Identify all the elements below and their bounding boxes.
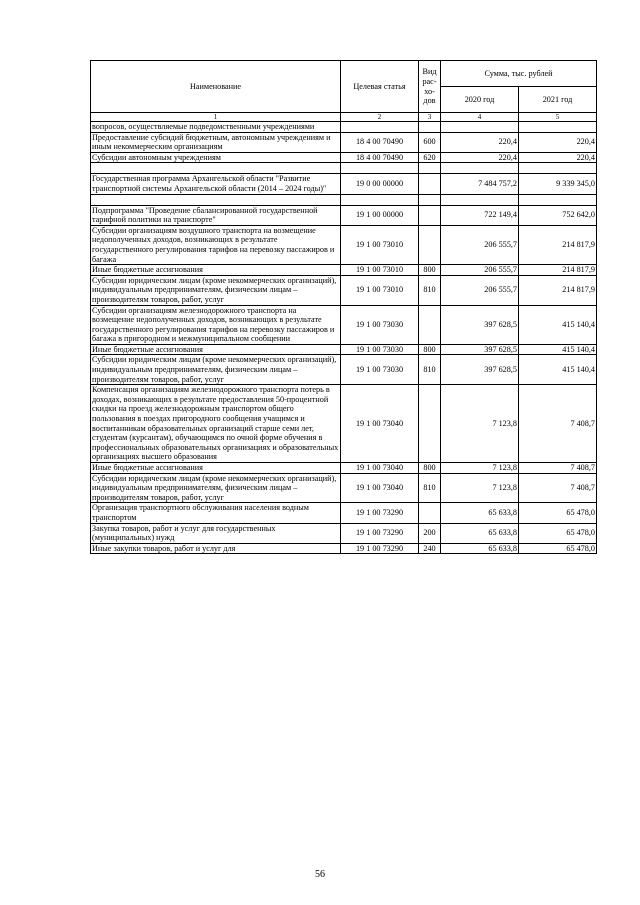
- row-amount-2021: 220,4: [519, 132, 597, 152]
- row-expense-type: [419, 503, 441, 523]
- row-name: Предоставление субсидий бюджетным, автономным учреждениям и иным некоммерческим организациям: [91, 132, 341, 152]
- table-row: [91, 265, 597, 276]
- row-amount-2020: 397 628,5: [441, 344, 519, 355]
- row-amount-2021: 7 408,7: [519, 463, 597, 474]
- empty-cell: [91, 163, 341, 174]
- row-amount-2020: 65 633,8: [441, 523, 519, 543]
- row-target-code: 19 1 00 73030: [341, 344, 419, 355]
- table-row: [91, 344, 597, 355]
- table-header: [91, 61, 597, 122]
- row-expense-type: 240: [419, 543, 441, 554]
- row-amount-2020: 397 628,5: [441, 355, 519, 385]
- row-name: Субсидии юридическим лицам (кроме некоммерческих организаций), индивидуальным предпринимателям, физическим лицам – производителям товаров, работ, услуг: [91, 473, 341, 503]
- header-vid: Вид рас-хо-дов: [419, 61, 441, 113]
- empty-cell: [441, 163, 519, 174]
- row-amount-2021: 214 817,9: [519, 265, 597, 276]
- table-row: [91, 152, 597, 163]
- row-amount-2020: 65 633,8: [441, 543, 519, 554]
- table-row: [91, 385, 597, 463]
- empty-cell: [341, 163, 419, 174]
- row-name: Государственная программа Архангельской области "Развитие транспортной системы Архангельской области (2014 – 2024 годы)": [91, 174, 341, 194]
- column-number: 3: [419, 113, 441, 122]
- row-target-code: 19 0 00 00000: [341, 174, 419, 194]
- row-expense-type: [419, 205, 441, 225]
- row-expense-type: 810: [419, 473, 441, 503]
- row-amount-2021: 9 339 345,0: [519, 174, 597, 194]
- table-row: [91, 275, 597, 305]
- empty-cell: [419, 194, 441, 205]
- row-name: Иные бюджетные ассигнования: [91, 344, 341, 355]
- row-amount-2021: 752 642,0: [519, 205, 597, 225]
- table-row: [91, 503, 597, 523]
- row-name: Закупка товаров, работ и услуг для государственных (муниципальных) нужд: [91, 523, 341, 543]
- row-name: Иные бюджетные ассигнования: [91, 265, 341, 276]
- row-target-code: 19 1 00 73290: [341, 543, 419, 554]
- row-amount-2021: [519, 122, 597, 133]
- row-name: Субсидии юридическим лицам (кроме некоммерческих организаций), индивидуальным предпринимателям, физическим лицам – производителям товаров, работ, услуг: [91, 275, 341, 305]
- row-amount-2020: 7 123,8: [441, 473, 519, 503]
- table-row: [91, 132, 597, 152]
- header-year-2021: 2021 год: [519, 87, 597, 113]
- row-amount-2020: 7 123,8: [441, 463, 519, 474]
- header-sum: Сумма, тыс. рублей: [441, 61, 597, 87]
- row-target-code: 19 1 00 73040: [341, 463, 419, 474]
- row-amount-2020: 7 484 757,2: [441, 174, 519, 194]
- empty-cell: [519, 194, 597, 205]
- row-amount-2021: 7 408,7: [519, 385, 597, 463]
- header-name: Наименование: [91, 61, 341, 113]
- column-number: 1: [91, 113, 341, 122]
- row-name: Иные бюджетные ассигнования: [91, 463, 341, 474]
- empty-cell: [91, 194, 341, 205]
- spacer-row: [91, 163, 597, 174]
- row-name: Субсидии автономным учреждениям: [91, 152, 341, 163]
- row-name: Подпрограмма "Проведение сбалансированной государственной тарифной политики на транспорте": [91, 205, 341, 225]
- table-body: [91, 122, 597, 554]
- empty-cell: [441, 194, 519, 205]
- row-expense-type: 620: [419, 152, 441, 163]
- row-amount-2021: 415 140,4: [519, 305, 597, 344]
- row-amount-2020: [441, 122, 519, 133]
- empty-cell: [419, 163, 441, 174]
- row-target-code: 18 4 00 70490: [341, 132, 419, 152]
- row-amount-2020: 65 633,8: [441, 503, 519, 523]
- row-amount-2021: 65 478,0: [519, 503, 597, 523]
- table-row: [91, 355, 597, 385]
- row-amount-2020: 206 555,7: [441, 275, 519, 305]
- row-amount-2021: 415 140,4: [519, 355, 597, 385]
- row-expense-type: 800: [419, 265, 441, 276]
- table-row: [91, 205, 597, 225]
- row-target-code: 19 1 00 73290: [341, 503, 419, 523]
- row-target-code: 19 1 00 73010: [341, 265, 419, 276]
- row-amount-2021: 65 478,0: [519, 523, 597, 543]
- row-amount-2020: 220,4: [441, 152, 519, 163]
- row-expense-type: [419, 122, 441, 133]
- table-row: [91, 543, 597, 554]
- row-target-code: 19 1 00 73040: [341, 385, 419, 463]
- column-number: 5: [519, 113, 597, 122]
- row-name: Компенсация организациям железнодорожного транспорта потерь в доходах, возникающих в результате предоставления 50-процентной скидки на проезд железнодорожным транспортом общего пользования в поездах пригородного сообщения учащимся и воспитанникам образовательных организаций старше семи лет, студентам (курсантам), обучающимся по очной форме обучения в профессиональных образовательных организациях и образовательных организациях высшего образования: [91, 385, 341, 463]
- row-expense-type: [419, 225, 441, 264]
- row-amount-2020: 206 555,7: [441, 265, 519, 276]
- row-amount-2021: 65 478,0: [519, 543, 597, 554]
- header-target: Целевая статья: [341, 61, 419, 113]
- row-amount-2020: 397 628,5: [441, 305, 519, 344]
- table-row: [91, 225, 597, 264]
- row-target-code: 19 1 00 73010: [341, 225, 419, 264]
- row-amount-2020: 7 123,8: [441, 385, 519, 463]
- row-target-code: 19 1 00 73030: [341, 305, 419, 344]
- column-number: 2: [341, 113, 419, 122]
- row-amount-2021: 214 817,9: [519, 275, 597, 305]
- row-name: вопросов, осуществляемые подведомственными учреждениями: [91, 122, 341, 133]
- row-expense-type: 800: [419, 463, 441, 474]
- row-expense-type: 800: [419, 344, 441, 355]
- table-row: [91, 174, 597, 194]
- row-expense-type: 810: [419, 275, 441, 305]
- row-name: Субсидии юридическим лицам (кроме некоммерческих организаций), индивидуальным предпринимателям, физическим лицам – производителям товаров, работ, услуг: [91, 355, 341, 385]
- row-expense-type: 810: [419, 355, 441, 385]
- row-expense-type: [419, 385, 441, 463]
- spacer-row: [91, 194, 597, 205]
- row-expense-type: [419, 305, 441, 344]
- row-target-code: 19 1 00 73030: [341, 355, 419, 385]
- row-expense-type: 200: [419, 523, 441, 543]
- header-year-2020: 2020 год: [441, 87, 519, 113]
- row-amount-2021: 220,4: [519, 152, 597, 163]
- row-expense-type: [419, 174, 441, 194]
- table-row: [91, 122, 597, 133]
- row-amount-2020: 206 555,7: [441, 225, 519, 264]
- table-row: [91, 523, 597, 543]
- table-row: [91, 305, 597, 344]
- row-amount-2021: 415 140,4: [519, 344, 597, 355]
- row-target-code: 18 4 00 70490: [341, 152, 419, 163]
- row-target-code: 19 1 00 73290: [341, 523, 419, 543]
- row-amount-2021: 7 408,7: [519, 473, 597, 503]
- page-number: 56: [315, 869, 325, 880]
- column-number: 4: [441, 113, 519, 122]
- empty-cell: [341, 194, 419, 205]
- table-row: [91, 473, 597, 503]
- row-amount-2020: 722 149,4: [441, 205, 519, 225]
- empty-cell: [519, 163, 597, 174]
- row-target-code: 19 1 00 73010: [341, 275, 419, 305]
- row-target-code: 19 1 00 73040: [341, 473, 419, 503]
- row-target-code: 19 1 00 00000: [341, 205, 419, 225]
- row-expense-type: 600: [419, 132, 441, 152]
- row-name: Организация транспортного обслуживания населения водным транспортом: [91, 503, 341, 523]
- row-name: Иные закупки товаров, работ и услуг для: [91, 543, 341, 554]
- row-amount-2020: 220,4: [441, 132, 519, 152]
- row-name: Субсидии организациям железнодорожного транспорта на возмещение недополученных доходов, возникающих в результате государственного регулирования тарифов на перевозку пассажиров и багажа в пригородном и межмуниципальном сообщении: [91, 305, 341, 344]
- row-amount-2021: 214 817,9: [519, 225, 597, 264]
- budget-table: [90, 60, 597, 554]
- row-name: Субсидии организациям воздушного транспорта на возмещение недополученных доходов, возникающих в результате государственного регулирования тарифов на перевозку пассажиров и багажа: [91, 225, 341, 264]
- table-row: [91, 463, 597, 474]
- row-target-code: [341, 122, 419, 133]
